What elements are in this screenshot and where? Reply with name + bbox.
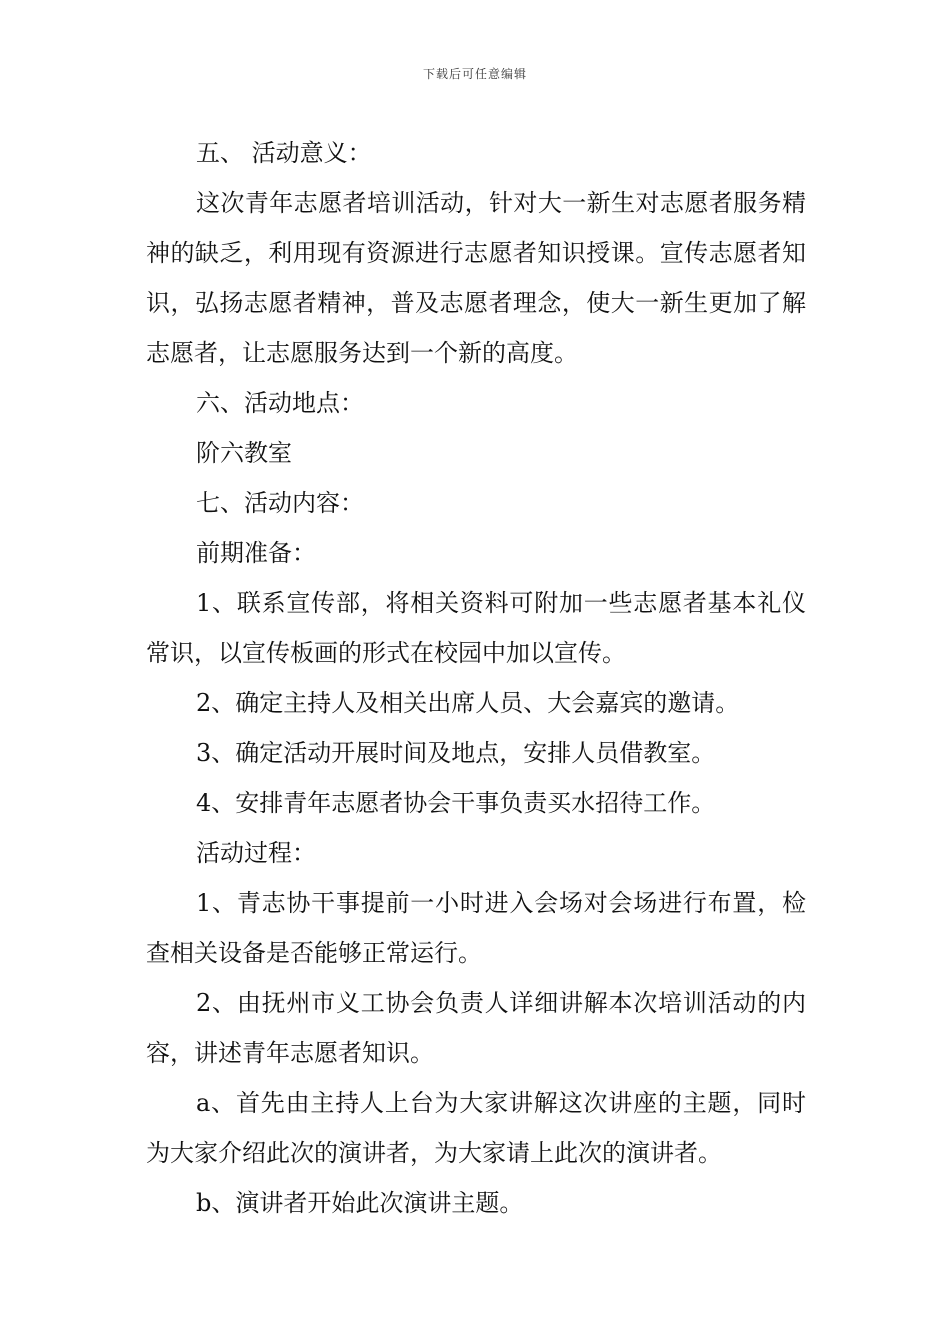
- list-item: b、演讲者开始此次演讲主题。: [196, 1189, 524, 1217]
- list-item: a、首先由主持人上台为大家讲解这次讲座的主题，同时为大家介绍此次的演讲者，为大家请上此次的演讲者。: [146, 1089, 806, 1167]
- paragraph-location: 阶六教室: [196, 439, 292, 467]
- list-item: 2、由抚州市义工协会负责人详细讲解本次培训活动的内容，讲述青年志愿者知识。: [146, 989, 806, 1067]
- section-heading-location: 六、活动地点：: [196, 389, 364, 417]
- list-item: 4、安排青年志愿者协会干事负责买水招待工作。: [196, 789, 716, 817]
- list-item: 3、确定活动开展时间及地点，安排人员借教室。: [196, 739, 716, 767]
- list-item: 1、联系宣传部，将相关资料可附加一些志愿者基本礼仪常识，以宣传板画的形式在校园中加以宣传。: [146, 589, 806, 667]
- subheading-preparation: 前期准备：: [196, 539, 316, 567]
- paragraph-significance: 这次青年志愿者培训活动，针对大一新生对志愿者服务精神的缺乏，利用现有资源进行志愿者知识授课。宣传志愿者知识，弘扬志愿者精神，普及志愿者理念，使大一新生更加了解志愿者，让志愿服务达到一个新的高度。: [146, 189, 806, 367]
- page-header-note: 下载后可任意编辑: [422, 67, 527, 81]
- subheading-process: 活动过程：: [196, 839, 316, 867]
- list-item: 1、青志协干事提前一小时进入会场对会场进行布置，检查相关设备是否能够正常运行。: [146, 889, 806, 967]
- document-body: [146, 128, 806, 1228]
- section-heading-content: 七、活动内容：: [196, 489, 364, 517]
- section-heading-significance: 五、 活动意义：: [196, 139, 372, 167]
- list-item: 2、确定主持人及相关出席人员、大会嘉宾的邀请。: [196, 689, 740, 717]
